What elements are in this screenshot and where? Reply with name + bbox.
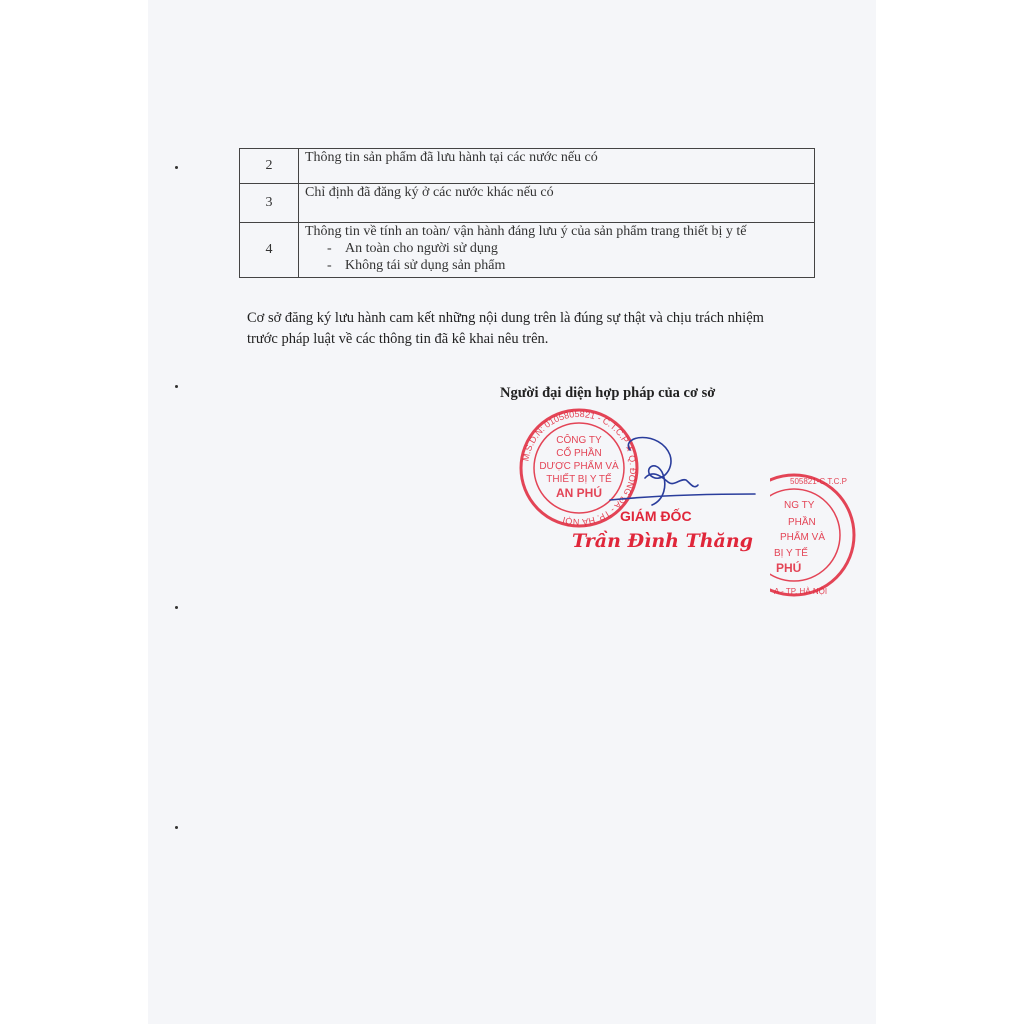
svg-text:CỔ PHẦN: CỔ PHẦN: [556, 448, 602, 459]
table-row: [240, 184, 815, 223]
company-stamp-partial: [770, 470, 860, 600]
scan-mark: [175, 826, 178, 829]
commitment-paragraph: Cơ sở đăng ký lưu hành cam kết những nội dung trên là đúng sự thật và chịu trách nhiệm trước pháp luật về các thông tin đã kê khai nêu trên.: [247, 310, 764, 347]
svg-text:THIẾT BỊ Y TẾ: THIẾT BỊ Y TẾ: [546, 474, 612, 485]
list-item-text: An toàn cho người sử dụng: [345, 241, 498, 256]
svg-text:PHẦN: PHẦN: [788, 517, 816, 528]
scan-mark: [175, 606, 178, 609]
list-item: [305, 240, 808, 257]
svg-text:CÔNG TY: CÔNG TY: [556, 435, 602, 446]
signatory-heading: Người đại diện hợp pháp của cơ sở: [500, 385, 716, 401]
svg-text:505821-C.T.C.P: 505821-C.T.C.P: [790, 477, 847, 486]
signatory-name: Trần Đình Thăng: [572, 530, 753, 552]
handwritten-signature: [590, 430, 760, 520]
list-bullet: -: [327, 241, 332, 256]
scan-mark: [175, 166, 178, 169]
table-row: [240, 223, 815, 278]
row-number: 4: [240, 223, 299, 278]
scan-mark: [175, 385, 178, 388]
svg-text:A - TP. HÀ NỘI: A - TP. HÀ NỘI: [774, 587, 828, 596]
svg-text:PHÚ: PHÚ: [776, 561, 802, 575]
row-text: Chỉ định đã đăng ký ở các nước khác nếu có: [299, 184, 815, 223]
row-text: Thông tin về tính an toàn/ vận hành đáng lưu ý của sản phẩm trang thiết bị y tế: [305, 224, 747, 239]
svg-text:AN PHÚ: AN PHÚ: [555, 486, 603, 500]
table-row: [240, 149, 815, 184]
list-bullet: -: [327, 258, 332, 273]
svg-text:NG TY: NG TY: [784, 500, 815, 511]
row-text: Thông tin sản phẩm đã lưu hành tại các nước nếu có: [299, 149, 815, 184]
svg-text:M.S.D.N: 0105805821 - C.T.C.P: M.S.D.N: 0105805821 - C.T.C.P ★ Q. ĐỐNG ĐA - TP. HÀ NỘI: [520, 408, 639, 528]
info-table: [239, 148, 815, 278]
signatory-title: GIÁM ĐỐC: [620, 508, 692, 524]
row-number: 3: [240, 184, 299, 223]
list-item: [305, 257, 808, 274]
svg-text:PHẨM VÀ: PHẨM VÀ: [780, 532, 826, 543]
row-content: [299, 223, 815, 278]
list-item-text: Không tái sử dụng sản phẩm: [345, 258, 506, 273]
svg-text:BỊ Y TẾ: BỊ Y TẾ: [774, 548, 808, 559]
svg-text:DƯỢC PHẨM VÀ: DƯỢC PHẨM VÀ: [539, 461, 619, 472]
row-number: 2: [240, 149, 299, 184]
